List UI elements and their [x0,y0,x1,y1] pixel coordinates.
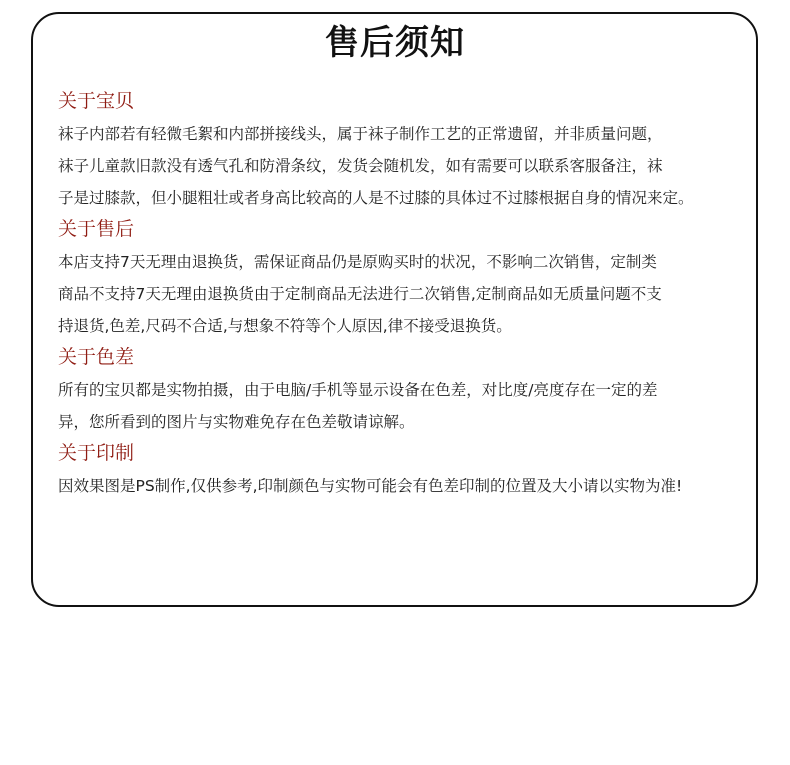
color-difference-line-2: 异，您所看到的图片与实物难免存在色差敬请谅解。 [58,413,415,431]
after-sales-line-3: 持退货,色差,尺码不合适,与想象不符等个人原因,律不接受退换货。 [58,317,512,335]
section-heading-after-sales: 关于售后 [58,218,135,240]
about-product-line-2: 袜子儿童款旧款没有透气孔和防滑条纹，发货会随机发，如有需要可以联系客服备注，袜 [58,157,663,175]
color-difference-line-1: 所有的宝贝都是实物拍摄，由于电脑/手机等显示设备在色差，对比度/亮度存在一定的差 [58,381,658,399]
after-sales-notice-card [31,12,758,607]
after-sales-line-2: 商品不支持7天无理由退换货由于定制商品无法进行二次销售,定制商品如无质量问题不支 [58,285,662,303]
about-product-line-3: 子是过膝款，但小腿粗壮或者身高比较高的人是不过膝的具体过不过膝根据自身的情况来定。 [58,189,694,207]
section-heading-about-product: 关于宝贝 [58,90,135,112]
section-heading-color-difference: 关于色差 [58,346,135,368]
section-heading-printing: 关于印制 [58,442,135,464]
after-sales-line-1: 本店支持7天无理由退换货，需保证商品仍是原购买时的状况，不影响二次销售，定制类 [58,253,657,271]
page-title: 售后须知 [325,23,465,63]
about-product-line-1: 袜子内部若有轻微毛絮和内部拼接线头，属于袜子制作工艺的正常遗留，并非质量问题， [58,125,663,143]
printing-line-1: 因效果图是PS制作,仅供参考,印制颜色与实物可能会有色差印制的位置及大小请以实物为准! [58,477,683,495]
